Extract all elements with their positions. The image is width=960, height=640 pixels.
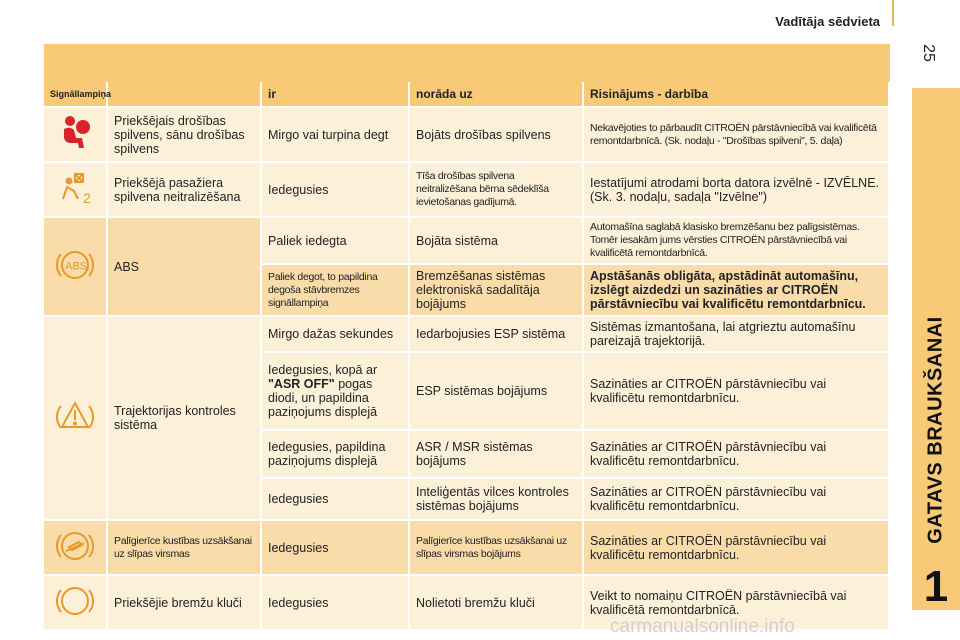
lamp-action: Iestatījumi atrodami borta datora izvēlnē - IZVĒLNE. (Sk. 3. nodaļu, sadaļa "Izvēlne") [584,163,890,218]
table-row [44,317,890,353]
lamp-name: Palīgierīce kustības uzsākšanai uz slīpas virsmas [108,521,262,576]
header-rule [892,0,894,26]
column-header-state: ir [262,82,410,108]
lamp-name: Priekšējais drošības spilvens, sānu drošības spilvens [108,108,262,163]
lamp-cell [44,163,108,218]
lamp-action: Sistēmas izmantošana, lai atgrieztu automašīnu pareizajā trajektorijā. [584,317,890,353]
lamp-state: Mirgo vai turpina degt [262,108,410,163]
lamp-state: Mirgo dažas sekundes [262,317,410,353]
svg-text:ABS: ABS [65,260,88,273]
section-title: Vadītāja sēdvieta [775,14,880,29]
column-header-name [108,82,262,108]
page-number: 25 [920,44,937,62]
lamp-meaning: Palīgierīce kustības uzsākšanai uz slīpas virsmas bojājums [410,521,584,576]
lamp-meaning: Iedarbojusies ESP sistēma [410,317,584,353]
lamp-action: Sazināties ar CITROËN pārstāvniecību vai kvalificētu remontdarbnīcu. [584,353,890,431]
lamp-meaning: Bojāta sistēma [410,218,584,265]
lamp-state: Paliek degot, to papildina degoša stāvbremzes signāllampiņa [262,265,410,317]
abs-icon [52,242,98,288]
chapter-number: 1 [923,562,949,611]
table-row [44,218,890,265]
svg-text:2: 2 [83,190,91,206]
table-row [44,108,890,163]
lamp-action: Sazināties ar CITROËN pārstāvniecību vai kvalificētu remontdarbnīcu. [584,479,890,521]
warning-lamps-table-wrapper [44,44,890,631]
lamp-action: Apstāšanās obligāta, apstādināt automašīnu, izslēgt aizdedzi un sazināties ar CITROËN pārstāvniecību vai kvalificētu remontdarbnīcu. [584,265,890,317]
lamp-action: Automašīna saglabā klasisko bremzēšanu bez palīgsistēmas. Tomēr iesakām jums vērsties CITROËN pārstāvniecībā vai kvalificētā remontdarbnīcā. [584,218,890,265]
lamp-meaning: ESP sistēmas bojājums [410,353,584,431]
lamp-cell [44,317,108,521]
lamp-name: Priekšējie bremžu kluči [108,576,262,631]
lamp-cell [44,521,108,576]
lamp-action: Nekavējoties to pārbaudīt CITROËN pārstāvniecībā vai kvalificētā remontdarbnīcā. (Sk. nodaļu - "Drošības spilveni", 5. daļa) [584,108,890,163]
column-header-meaning: norāda uz [410,82,584,108]
lamp-name: Priekšējā pasažiera spilvena neitralizēšana [108,163,262,218]
lamp-meaning: Bojāts drošības spilvens [410,108,584,163]
table-top-band [44,44,890,82]
watermark: carmanualsonline.info [610,616,795,637]
lamp-state: Paliek iedegta [262,218,410,265]
table-header-row [44,82,890,108]
table-row [44,521,890,576]
airbag-icon [52,110,98,156]
lamp-cell [44,576,108,631]
chapter-label: GATAVS BRAUKŠANAI [924,316,947,544]
lamp-action: Veikt to nomaiņu CITROËN pārstāvniecībā vai kvalificētā remontdarbnīcā. [584,576,890,631]
lamp-cell [44,218,108,317]
lamp-state: Iedegusies [262,521,410,576]
lamp-state: Iedegusies, papildina paziņojums displejā [262,431,410,479]
lamp-cell [44,108,108,163]
lamp-state: Iedegusies, kopā ar "ASR OFF" pogas diodi, un papildina paziņojums displejā [262,353,410,431]
warning-lamps-table [44,82,890,631]
column-header-action: Risinājums - darbība [584,82,890,108]
trajectory-control-icon [52,394,98,440]
lamp-state: Iedegusies [262,163,410,218]
lamp-meaning: ASR / MSR sistēmas bojājums [410,431,584,479]
lamp-meaning: Inteliģentās vilces kontroles sistēmas bojājums [410,479,584,521]
brake-pads-icon [52,578,98,624]
lamp-state: Iedegusies [262,479,410,521]
lamp-state: Iedegusies [262,576,410,631]
column-header-lamp: Signāllampiņa [44,82,108,108]
lamp-action: Sazināties ar CITROËN pārstāvniecību vai kvalificētu remontdarbnīcu. [584,521,890,576]
lamp-action: Sazināties ar CITROËN pārstāvniecību vai kvalificētu remontdarbnīcu. [584,431,890,479]
lamp-meaning: Tīša drošības spilvena neitralizēšana bērna sēdeklīša ievietošanas gadījumā. [410,163,584,218]
passenger-airbag-off-icon [52,165,98,211]
table-row [44,163,890,218]
lamp-name: Trajektorijas kontroles sistēma [108,317,262,521]
lamp-name: ABS [108,218,262,317]
lamp-meaning: Bremzēšanas sistēmas elektroniskā sadalītāja bojājums [410,265,584,317]
hill-start-assist-icon [52,523,98,569]
lamp-meaning: Nolietoti bremžu kluči [410,576,584,631]
